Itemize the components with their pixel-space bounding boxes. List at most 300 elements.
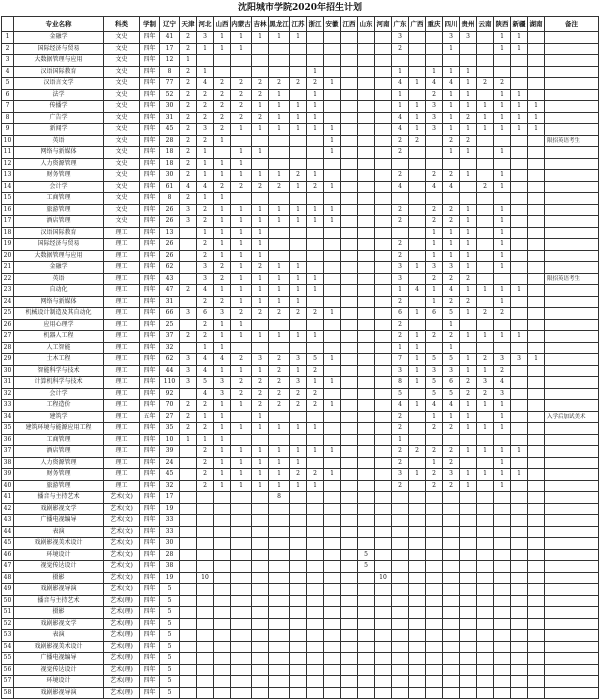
quota-cell (511, 595, 528, 607)
duration-cell: 四年 (140, 630, 160, 642)
quota-cell (392, 630, 409, 642)
quota-cell (324, 423, 341, 435)
quota-cell: 1 (324, 446, 341, 458)
quota-cell (460, 584, 477, 596)
quota-cell: 1 (494, 469, 511, 481)
remark-cell (545, 285, 599, 297)
quota-cell: 1 (511, 446, 528, 458)
quota-cell (511, 216, 528, 228)
row-number: 8 (2, 112, 14, 124)
duration-cell: 四年 (140, 377, 160, 389)
quota-cell (269, 664, 290, 676)
remark-cell (545, 227, 599, 239)
quota-cell (358, 411, 375, 423)
quota-cell: 2 (231, 377, 252, 389)
quota-cell: 47 (160, 285, 180, 297)
remark-cell (545, 296, 599, 308)
row-number: 12 (2, 158, 14, 170)
quota-cell (426, 561, 443, 573)
quota-cell: 3 (392, 469, 409, 481)
quota-cell (324, 319, 341, 331)
quota-cell (528, 331, 545, 343)
remark-cell (545, 250, 599, 262)
quota-cell (269, 526, 290, 538)
quota-cell: 2 (460, 112, 477, 124)
quota-cell: 26 (160, 239, 180, 251)
quota-cell: 2 (460, 135, 477, 147)
quota-cell: 1 (460, 124, 477, 136)
quota-cell: 1 (269, 331, 290, 343)
quota-cell (392, 595, 409, 607)
quota-cell (324, 526, 341, 538)
quota-cell (197, 630, 214, 642)
quota-cell: 2 (477, 308, 494, 320)
remark-cell (545, 653, 599, 665)
quota-cell: 1 (460, 285, 477, 297)
quota-cell (477, 561, 494, 573)
quota-cell (358, 480, 375, 492)
quota-cell: 2 (197, 331, 214, 343)
quota-cell: 4 (197, 365, 214, 377)
quota-cell (341, 66, 358, 78)
quota-cell (460, 526, 477, 538)
quota-cell (290, 227, 307, 239)
quota-cell (358, 503, 375, 515)
quota-cell: 2 (443, 170, 460, 182)
duration-cell: 四年 (140, 204, 160, 216)
row-number: 20 (2, 250, 14, 262)
quota-cell (409, 181, 426, 193)
quota-cell: 2 (392, 43, 409, 55)
quota-cell (460, 538, 477, 550)
table-row (2, 319, 599, 331)
quota-cell: 3 (252, 354, 269, 366)
table-row (2, 342, 599, 354)
quota-cell: 1 (392, 285, 409, 297)
quota-cell: 1 (231, 446, 252, 458)
quota-cell: 1 (426, 457, 443, 469)
row-number: 27 (2, 331, 14, 343)
quota-cell (443, 55, 460, 67)
quota-cell: 1 (426, 285, 443, 297)
quota-cell (180, 515, 197, 527)
remark-cell (545, 181, 599, 193)
quota-cell: 1 (528, 101, 545, 113)
quota-cell: 1 (269, 124, 290, 136)
category-cell: 理工 (104, 446, 140, 458)
major-name: 工商管理 (14, 193, 104, 205)
quota-cell (197, 526, 214, 538)
quota-cell: 2 (392, 411, 409, 423)
quota-cell: 1 (426, 66, 443, 78)
quota-cell (341, 124, 358, 136)
quota-cell (341, 388, 358, 400)
quota-cell (426, 630, 443, 642)
table-row (2, 676, 599, 688)
quota-cell (252, 561, 269, 573)
category-cell: 文史 (104, 112, 140, 124)
row-number: 23 (2, 285, 14, 297)
column-header: 辽宁 (160, 17, 180, 32)
quota-cell (341, 423, 358, 435)
quota-cell (341, 296, 358, 308)
quota-cell (252, 607, 269, 619)
quota-cell: 4 (443, 78, 460, 90)
column-header: 山西 (214, 17, 231, 32)
quota-cell: 5 (358, 561, 375, 573)
quota-cell (180, 653, 197, 665)
quota-cell: 1 (180, 55, 197, 67)
quota-cell (511, 193, 528, 205)
quota-cell: 2 (214, 181, 231, 193)
table-row (2, 216, 599, 228)
quota-cell: 1 (511, 112, 528, 124)
quota-cell: 1 (392, 66, 409, 78)
quota-cell: 5 (160, 595, 180, 607)
table-row (2, 457, 599, 469)
quota-cell (426, 503, 443, 515)
quota-cell (324, 250, 341, 262)
duration-cell: 四年 (140, 607, 160, 619)
quota-cell (324, 32, 341, 44)
quota-cell (477, 250, 494, 262)
quota-cell (269, 503, 290, 515)
quota-cell: 2 (426, 446, 443, 458)
quota-cell (180, 549, 197, 561)
quota-cell: 1 (494, 170, 511, 182)
quota-cell (290, 561, 307, 573)
quota-cell (477, 618, 494, 630)
quota-cell (426, 572, 443, 584)
quota-cell (511, 158, 528, 170)
major-name: 建筑学 (14, 411, 104, 423)
quota-cell: 1 (443, 239, 460, 251)
quota-cell (528, 423, 545, 435)
quota-cell: 6 (426, 308, 443, 320)
quota-cell: 2 (494, 78, 511, 90)
table-row (2, 641, 599, 653)
quota-cell (180, 273, 197, 285)
quota-cell: 3 (460, 32, 477, 44)
quota-cell (375, 124, 392, 136)
quota-cell (358, 78, 375, 90)
quota-cell (358, 607, 375, 619)
remark-cell (545, 561, 599, 573)
quota-cell: 1 (324, 147, 341, 159)
quota-cell (528, 607, 545, 619)
quota-cell (290, 618, 307, 630)
quota-cell (443, 526, 460, 538)
remark-cell (545, 158, 599, 170)
quota-cell: 26 (160, 216, 180, 228)
quota-cell (375, 446, 392, 458)
quota-cell (290, 434, 307, 446)
row-number: 58 (2, 687, 14, 699)
quota-cell: 1 (443, 250, 460, 262)
quota-cell (375, 43, 392, 55)
quota-cell (358, 492, 375, 504)
quota-cell (307, 515, 324, 527)
quota-cell (477, 296, 494, 308)
quota-cell (528, 308, 545, 320)
quota-cell: 3 (494, 354, 511, 366)
category-cell: 理工 (104, 319, 140, 331)
quota-cell (307, 43, 324, 55)
quota-cell: 2 (197, 204, 214, 216)
quota-cell (307, 342, 324, 354)
quota-cell (341, 503, 358, 515)
quota-cell (426, 147, 443, 159)
quota-cell: 1 (324, 181, 341, 193)
major-name: 财务管理 (14, 170, 104, 182)
quota-cell (494, 618, 511, 630)
quota-cell (528, 147, 545, 159)
quota-cell (290, 55, 307, 67)
quota-cell: 2 (197, 457, 214, 469)
quota-cell: 7 (392, 354, 409, 366)
quota-cell (426, 607, 443, 619)
quota-cell: 1 (307, 480, 324, 492)
quota-cell: 1 (214, 480, 231, 492)
quota-cell: 2 (252, 262, 269, 274)
quota-cell: 28 (160, 549, 180, 561)
quota-cell: 31 (160, 296, 180, 308)
quota-cell (528, 135, 545, 147)
quota-cell (528, 32, 545, 44)
quota-cell (252, 641, 269, 653)
major-name: 大数据管理与应用 (14, 55, 104, 67)
quota-cell: 2 (197, 423, 214, 435)
quota-cell (511, 434, 528, 446)
quota-cell: 8 (160, 66, 180, 78)
quota-cell: 1 (477, 423, 494, 435)
column-header: 备注 (545, 17, 599, 32)
quota-cell (443, 618, 460, 630)
remark-cell (545, 400, 599, 412)
column-header: 科类 (104, 17, 140, 32)
quota-cell: 19 (160, 572, 180, 584)
quota-cell: 1 (460, 216, 477, 228)
quota-cell (477, 434, 494, 446)
quota-cell: 19 (160, 503, 180, 515)
quota-cell: 1 (269, 262, 290, 274)
quota-cell (494, 630, 511, 642)
row-number: 16 (2, 204, 14, 216)
quota-cell (358, 446, 375, 458)
quota-cell: 1 (494, 262, 511, 274)
quota-cell (341, 135, 358, 147)
quota-cell (324, 388, 341, 400)
major-name: 汉语国际教育 (14, 227, 104, 239)
quota-cell: 2 (307, 400, 324, 412)
quota-cell: 1 (231, 262, 252, 274)
category-cell: 文史 (104, 78, 140, 90)
quota-cell (392, 503, 409, 515)
quota-cell: 18 (160, 158, 180, 170)
table-row (2, 101, 599, 113)
quota-cell: 2 (180, 89, 197, 101)
quota-cell: 77 (160, 78, 180, 90)
quota-cell: 2 (392, 331, 409, 343)
quota-cell (528, 296, 545, 308)
quota-cell: 1 (269, 273, 290, 285)
quota-cell: 4 (443, 181, 460, 193)
quota-cell (426, 664, 443, 676)
quota-cell (180, 342, 197, 354)
quota-cell (307, 250, 324, 262)
quota-cell: 1 (511, 89, 528, 101)
quota-cell: 1 (197, 411, 214, 423)
quota-cell: 2 (252, 388, 269, 400)
category-cell: 艺术(理) (104, 653, 140, 665)
row-number: 3 (2, 55, 14, 67)
quota-cell (443, 630, 460, 642)
quota-cell (290, 572, 307, 584)
quota-cell: 1 (494, 331, 511, 343)
category-cell: 艺术(理) (104, 641, 140, 653)
quota-cell (358, 89, 375, 101)
quota-cell (511, 273, 528, 285)
quota-cell (375, 538, 392, 550)
quota-cell (252, 66, 269, 78)
quota-cell: 2 (460, 273, 477, 285)
quota-cell (269, 66, 290, 78)
duration-cell: 四年 (140, 308, 160, 320)
quota-cell (477, 89, 494, 101)
quota-cell (341, 641, 358, 653)
quota-cell: 2 (214, 89, 231, 101)
quota-cell: 1 (231, 250, 252, 262)
quota-cell (375, 388, 392, 400)
quota-cell (324, 112, 341, 124)
quota-cell: 32 (160, 342, 180, 354)
quota-cell (494, 158, 511, 170)
quota-cell: 1 (324, 204, 341, 216)
quota-cell: 61 (160, 181, 180, 193)
quota-cell: 5 (426, 354, 443, 366)
quota-cell: 1 (290, 262, 307, 274)
quota-cell (460, 630, 477, 642)
remark-cell (545, 595, 599, 607)
quota-cell (290, 676, 307, 688)
category-cell: 理工 (104, 273, 140, 285)
quota-cell (214, 147, 231, 159)
row-number: 32 (2, 388, 14, 400)
row-number: 54 (2, 641, 14, 653)
quota-cell (324, 503, 341, 515)
quota-cell (375, 354, 392, 366)
category-cell: 理工 (104, 400, 140, 412)
quota-cell (375, 227, 392, 239)
quota-cell: 4 (392, 78, 409, 90)
quota-cell: 3 (180, 216, 197, 228)
quota-cell (341, 273, 358, 285)
major-name: 摄影 (14, 572, 104, 584)
quota-cell: 1 (307, 66, 324, 78)
major-name: 汉语国际教育 (14, 66, 104, 78)
column-header: 河北 (197, 17, 214, 32)
table-row (2, 400, 599, 412)
quota-cell (375, 66, 392, 78)
remark-cell (545, 89, 599, 101)
quota-cell: 1 (214, 204, 231, 216)
quota-cell (494, 549, 511, 561)
quota-cell (231, 135, 252, 147)
table-row (2, 170, 599, 182)
quota-cell (409, 216, 426, 228)
duration-cell: 四年 (140, 515, 160, 527)
quota-cell (511, 664, 528, 676)
quota-cell (214, 607, 231, 619)
quota-cell (231, 342, 252, 354)
quota-cell (409, 676, 426, 688)
quota-cell: 1 (409, 342, 426, 354)
quota-cell: 52 (160, 89, 180, 101)
quota-cell (375, 296, 392, 308)
quota-cell: 26 (160, 250, 180, 262)
quota-cell: 1 (477, 124, 494, 136)
quota-cell: 1 (426, 296, 443, 308)
quota-cell (409, 32, 426, 44)
quota-cell: 2 (214, 262, 231, 274)
quota-cell (324, 457, 341, 469)
quota-cell (477, 492, 494, 504)
quota-cell: 1 (324, 377, 341, 389)
column-header: 专业名称 (14, 17, 104, 32)
major-name: 环境设计 (14, 676, 104, 688)
quota-cell (341, 549, 358, 561)
quota-cell: 3 (180, 204, 197, 216)
quota-cell (511, 170, 528, 182)
quota-cell (511, 308, 528, 320)
quota-cell (460, 641, 477, 653)
quota-cell (409, 526, 426, 538)
quota-cell (307, 319, 324, 331)
quota-cell (290, 526, 307, 538)
table-row (2, 411, 599, 423)
quota-cell: 3 (197, 273, 214, 285)
quota-cell (214, 66, 231, 78)
quota-cell: 1 (443, 66, 460, 78)
major-name: 计算机科学与技术 (14, 377, 104, 389)
quota-cell (375, 653, 392, 665)
major-name: 播音与主持艺术 (14, 492, 104, 504)
quota-cell: 1 (494, 457, 511, 469)
quota-cell: 1 (290, 101, 307, 113)
quota-cell: 2 (392, 446, 409, 458)
table-row (2, 124, 599, 136)
quota-cell (180, 595, 197, 607)
quota-cell (307, 135, 324, 147)
quota-cell (426, 492, 443, 504)
quota-cell (214, 515, 231, 527)
quota-cell (375, 434, 392, 446)
quota-cell: 3 (392, 262, 409, 274)
quota-cell (307, 595, 324, 607)
category-cell: 文史 (104, 55, 140, 67)
table-row (2, 78, 599, 90)
quota-cell: 1 (214, 331, 231, 343)
quota-cell (252, 158, 269, 170)
quota-cell (375, 526, 392, 538)
quota-cell: 1 (494, 124, 511, 136)
quota-cell (511, 549, 528, 561)
quota-cell (494, 66, 511, 78)
quota-cell: 2 (231, 181, 252, 193)
quota-cell (324, 55, 341, 67)
duration-cell: 四年 (140, 285, 160, 297)
quota-cell (324, 273, 341, 285)
